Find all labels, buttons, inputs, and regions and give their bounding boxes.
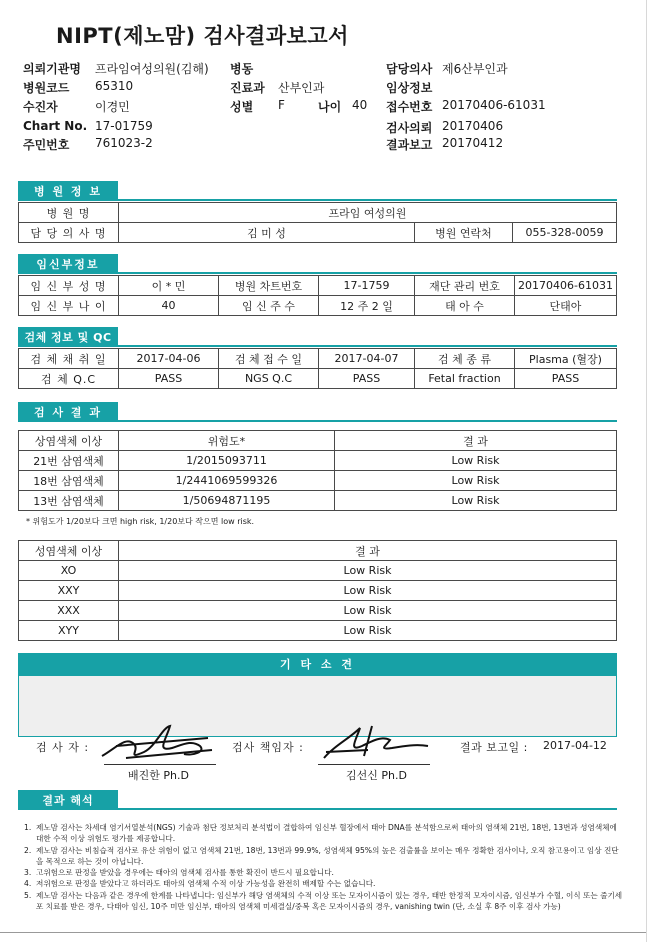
autosome-col-header: 상염색체 이상: [19, 431, 119, 451]
header-left-3: [23, 119, 87, 133]
list-item: [24, 822, 624, 845]
header-value: 65310: [95, 79, 134, 93]
sex-chromosome-name: XO: [19, 561, 119, 581]
table-row: [19, 471, 617, 491]
interpretation-section-title: 결과 해석: [18, 790, 118, 809]
sex-chromosome-name: XXY: [19, 581, 119, 601]
table-row: [19, 491, 617, 511]
table-row: [19, 601, 617, 621]
header-label: 임상정보: [386, 81, 433, 95]
manager-label: 검사 책임자 :: [232, 741, 304, 754]
header-value: 40: [352, 98, 368, 112]
header-label: 결과보고: [386, 138, 433, 152]
header-middle-1: [230, 79, 265, 96]
header-label: 성별: [230, 100, 254, 114]
section-divider: [18, 345, 617, 347]
chromosome-name: 21번 삼염색체: [19, 451, 119, 471]
header-value: 20170412: [442, 136, 504, 150]
header-left-0: [23, 60, 81, 77]
item-number: 5.: [24, 890, 32, 900]
specimen-section-title: 검체 정보 및 QC: [18, 327, 118, 346]
risk-footnote: * 위험도가 1/20보다 크면 high risk, 1/20보다 작으면 low risk.: [26, 517, 255, 526]
item-text: 제노맘 검사는 비침습적 검사로 유산 위험이 없고 염색체 21번, 18번, 13번과 99.9%, 성염색체 95%의 높은 검출률을 보이는 매우 정확한 검사이나, 오직 참고용이고 임상 진단을 목적으로 하는 것이 아닙니다.: [36, 845, 619, 866]
tester-name: 배진한 Ph.D: [128, 769, 189, 782]
section-divider: [18, 272, 617, 274]
phone-value: 055-328-0059: [513, 223, 617, 243]
results-section-title: 검 사 결 과: [18, 402, 118, 421]
collect-value: 2017-04-06: [119, 349, 219, 369]
header-label: 수진자: [23, 100, 58, 114]
weeks-value: 12 주 2 일: [319, 296, 415, 316]
item-text: 저위험으로 판정을 받았다고 하더라도 태아의 염색체 수적 이상 가능성을 완전히 배제할 수는 없습니다.: [36, 879, 376, 889]
specimen-table: [18, 348, 617, 389]
signature-line: [104, 764, 216, 765]
header-label: 병동: [230, 62, 254, 76]
header-left-4: [23, 136, 69, 153]
weeks-label: 임 신 주 수: [219, 296, 319, 316]
doctor-label: 담 당 의 사 명: [19, 223, 119, 243]
sex-chromosome-table: [18, 540, 617, 641]
header-right-2: [386, 98, 432, 115]
ngs-label: NGS Q.C: [219, 369, 319, 389]
manager-name: 김선신 Ph.D: [346, 769, 407, 782]
hospital-table: [18, 202, 617, 243]
list-item: [24, 867, 624, 878]
hospital-name-value: 프라임 여성의원: [119, 203, 617, 223]
ff-value: PASS: [515, 369, 617, 389]
receive-value: 2017-04-07: [319, 349, 415, 369]
sex-chromosome-name: XXX: [19, 601, 119, 621]
manager-signature: [316, 716, 436, 766]
interpretation-list: [24, 822, 624, 912]
header-value: 이경민: [95, 100, 130, 114]
table-row: [19, 621, 617, 641]
list-item: [24, 878, 624, 889]
tester-signature: [96, 716, 216, 766]
hospital-name-label: 병 원 명: [19, 203, 119, 223]
mgmt-value: 20170406-61031: [515, 276, 617, 296]
risk-value: 1/2441069599326: [119, 471, 335, 491]
header-label: 병원코드: [23, 81, 70, 95]
header-middle-0: [230, 60, 253, 77]
remarks-title: 기 타 소 견: [18, 653, 617, 675]
report-title: NIPT(제노맘) 검사결과보고서: [56, 24, 349, 48]
header-right-3: [386, 119, 432, 136]
item-text: 고위험으로 판정을 받았을 경우에는 태아의 염색체 검사를 통한 확진이 반드시 필요합니다.: [36, 868, 334, 878]
item-text: 제노맘 검사는 차세대 염기서열분석(NGS) 기술과 첨단 정보처리 분석법이 결합하여 임신부 혈장에서 태아 DNA를 분석함으로써 태아의 염색체 21번, 18번, 13번과 성염색체에 대한 수적 이상 위험도 평가를 제공합니다.: [36, 823, 617, 844]
table-row: [19, 561, 617, 581]
risk-value: 1/50694871195: [119, 491, 335, 511]
sex-result-value: Low Risk: [119, 621, 617, 641]
header-label: 검사의뢰: [386, 121, 433, 135]
header-right-1: [386, 79, 432, 96]
ngs-value: PASS: [319, 369, 415, 389]
receive-label: 검 체 접 수 일: [219, 349, 319, 369]
type-value: Plasma (혈장): [515, 349, 617, 369]
ff-label: Fetal fraction: [415, 369, 515, 389]
hospital-section-title: 병 원 정 보: [18, 181, 118, 200]
header-label: 담당의사: [386, 62, 433, 76]
result-value: Low Risk: [335, 451, 617, 471]
chart-label: 병원 차트번호: [219, 276, 319, 296]
sex-chromosome-name: XYY: [19, 621, 119, 641]
header-right-0: [386, 60, 432, 77]
section-divider: [18, 808, 617, 810]
tester-label: 검 사 자 :: [36, 741, 90, 754]
pregnant-table: [18, 275, 617, 316]
qc-label: 검 체 Q.C: [19, 369, 119, 389]
header-value: 761023-2: [95, 136, 153, 150]
collect-label: 검 체 채 취 일: [19, 349, 119, 369]
header-left-2: [23, 98, 58, 115]
header-value: 프라임여성의원(김해): [95, 62, 209, 76]
item-number: 4.: [24, 879, 32, 889]
risk-value: 1/2015093711: [119, 451, 335, 471]
doctor-value: 김 미 성: [119, 223, 415, 243]
section-divider: [18, 199, 617, 201]
item-number: 1.: [24, 823, 32, 832]
item-number: 2.: [24, 845, 32, 855]
header-value: 산부인과: [278, 81, 325, 95]
report-date-label: 결과 보고일 :: [460, 741, 528, 754]
pregnant-age-value: 40: [119, 296, 219, 316]
pregnant-name-label: 임 신 부 성 명: [19, 276, 119, 296]
header-label: 의뢰기관명: [23, 62, 81, 76]
header-value: 20170406: [442, 119, 504, 133]
report-date-value: 2017-04-12: [543, 739, 607, 752]
chart-value: 17-1759: [319, 276, 415, 296]
result-value: Low Risk: [335, 491, 617, 511]
header-label: 접수번호: [386, 100, 433, 114]
header-middle-2: [230, 98, 253, 115]
chromosome-name: 13번 삼염색체: [19, 491, 119, 511]
list-item: [24, 890, 624, 913]
fetus-value: 단태아: [515, 296, 617, 316]
sex-result-value: Low Risk: [119, 561, 617, 581]
header-label: 나이: [318, 100, 342, 114]
pregnant-section-title: 임신부정보: [18, 254, 118, 273]
table-row: [19, 451, 617, 471]
sex-result-value: Low Risk: [119, 581, 617, 601]
table-row: [19, 581, 617, 601]
signature-line: [318, 764, 430, 765]
chromosome-name: 18번 삼염색체: [19, 471, 119, 491]
result-col-header: 결 과: [335, 431, 617, 451]
header-label: 주민번호: [23, 138, 70, 152]
pregnant-age-label: 임 신 부 나 이: [19, 296, 119, 316]
header-label: Chart No.: [23, 119, 88, 133]
header-value: 제6산부인과: [442, 62, 508, 76]
result-value: Low Risk: [335, 471, 617, 491]
sex-result-col-header: 결 과: [119, 541, 617, 561]
fetus-label: 태 아 수: [415, 296, 515, 316]
header-value: 20170406-61031: [442, 98, 546, 112]
header-value: 17-01759: [95, 119, 153, 133]
list-item: [24, 845, 624, 868]
qc-value: PASS: [119, 369, 219, 389]
sex-result-value: Low Risk: [119, 601, 617, 621]
risk-col-header: 위험도*: [119, 431, 335, 451]
item-text: 제노맘 검사는 다음과 같은 경우에 한계를 나타냅니다: 임신부가 해당 염색체의 수적 이상 또는 모자이시즘이 있는 경우, 태반 한정적 모자이시즘, 임신부가 수혈, 이식 또는 줄기세포 치료를 받은 경우, 다태아 임신, 10주 미만 임신부, 태아의 염색체 미세결실/중복 혹은 모자이시즘의 경우, vanishing twin (단, 소실 후 8주 이후 검사 가능): [36, 890, 623, 912]
sex-col-header: 성염색체 이상: [19, 541, 119, 561]
mgmt-label: 재단 관리 번호: [415, 276, 515, 296]
page-bottom-divider: [0, 932, 646, 933]
type-label: 검 체 종 류: [415, 349, 515, 369]
header-age: [318, 98, 341, 115]
phone-label: 병원 연락처: [415, 223, 513, 243]
autosome-table: [18, 430, 617, 511]
header-left-1: [23, 79, 69, 96]
header-label: 진료과: [230, 81, 265, 95]
header-value: F: [278, 98, 285, 112]
pregnant-name-value: 이 * 민: [119, 276, 219, 296]
section-divider: [18, 420, 617, 422]
item-number: 3.: [24, 868, 32, 878]
header-right-4: [386, 136, 432, 153]
